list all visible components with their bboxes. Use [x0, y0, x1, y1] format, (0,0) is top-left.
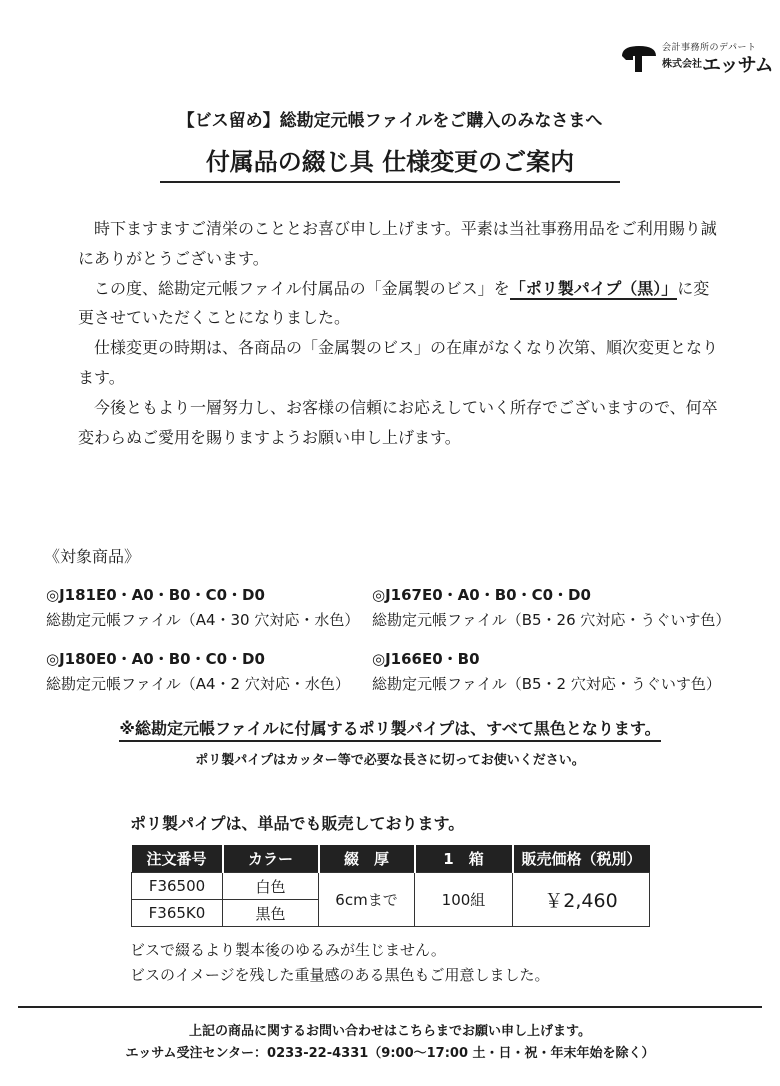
highlight-poly-pipe: 「ポリ製パイプ（黒）」 [509, 278, 678, 298]
benefit-line: ビスのイメージを残した重量感のある黒色もご用意しました。 [130, 966, 550, 984]
logo-brand: エッサム [702, 54, 773, 76]
product-description: 総勘定元帳ファイル（B5・2 穴対応・うぐいす色） [372, 675, 721, 693]
column-header-price: 販売価格（税別） [513, 845, 650, 873]
product-description: 総勘定元帳ファイル（A4・30 穴対応・水色） [46, 611, 360, 629]
benefit-line: ビスで綴るより製本後のゆるみが生じません。 [130, 941, 446, 959]
note-all-black [0, 716, 780, 739]
product-code: ◎J167E0・A0・B0・C0・D0 [372, 586, 591, 604]
paragraph-closing: 今後ともより一層努力し、お客様の信頼にお応えしていく所存でございますので、何卒変わらぬご愛用を賜りますようお願い申し上げます。 [78, 397, 718, 447]
product-description: 総勘定元帳ファイル（B5・26 穴対応・うぐいす色） [372, 611, 731, 629]
product-item [46, 648, 350, 694]
footer-divider [18, 1006, 762, 1008]
targets-heading: 《対象商品》 [44, 547, 141, 566]
cell-color: 黒色 [223, 900, 319, 927]
column-header-thickness: 綴 厚 [319, 845, 415, 873]
cell-order-number: F365K0 [132, 900, 223, 927]
letter-body [78, 214, 718, 452]
product-item [372, 584, 730, 630]
cell-price: ￥2,460 [513, 873, 650, 927]
table-header-row [132, 845, 650, 873]
product-description: 総勘定元帳ファイル（A4・2 穴対応・水色） [46, 675, 350, 693]
cell-thickness: 6cmまで [319, 873, 415, 927]
product-code: ◎J166E0・B0 [372, 650, 480, 668]
cell-color: 白色 [223, 873, 319, 900]
product-benefits [130, 938, 550, 988]
note-cut-to-length: ポリ製パイプはカッター等で必要な長さに切ってお使いください。 [195, 753, 585, 768]
sale-heading: ポリ製パイプは、単品でも販売しております。 [130, 814, 465, 833]
company-logo [620, 38, 773, 76]
footer-contact: エッサム受注センター：0233-22-4331（9:00〜17:00 土・日・祝・年末年始を除く） [125, 1046, 655, 1061]
table-row [132, 873, 650, 900]
product-code: ◎J181E0・A0・B0・C0・D0 [46, 586, 265, 604]
change-text-after: に変更させていただくことになりました。 [78, 278, 710, 328]
column-header-box: 1 箱 [415, 845, 513, 873]
cell-order-number: F36500 [132, 873, 223, 900]
page-title: 付属品の綴じ具 仕様変更のご案内 [160, 142, 620, 183]
essam-logo-icon [620, 44, 658, 74]
paragraph-timing: 仕様変更の時期は、各商品の「金属製のビス」の在庫がなくなり次第、順次変更となります。 [78, 338, 719, 387]
product-item [46, 584, 359, 630]
price-table [131, 845, 650, 927]
logo-company-type: 株式会社 [662, 59, 702, 70]
change-text-before: この度、総勘定元帳ファイル付属品の「金属製のビス」を [94, 278, 510, 298]
product-item [372, 648, 721, 694]
paragraph-change [78, 274, 718, 334]
cell-box: 100組 [415, 873, 513, 927]
footer-inquiry: 上記の商品に関するお問い合わせはこちらまでお願い申し上げます。 [189, 1024, 591, 1039]
paragraph-greeting: 時下ますますご清栄のこととお喜び申し上げます。平素は当社事務用品をご利用賜り誠にありがとうございます。 [78, 219, 717, 268]
logo-tagline: 会計事務所のデパート [662, 43, 757, 53]
column-header-order-number: 注文番号 [132, 845, 223, 873]
column-header-color: カラー [223, 845, 319, 873]
product-code: ◎J180E0・A0・B0・C0・D0 [46, 650, 265, 668]
note-all-black-text: ※総勘定元帳ファイルに付属するポリ製パイプは、すべて黒色となります。 [119, 719, 660, 742]
page-subtitle: 【ビス留め】総勘定元帳ファイルをご購入のみなさまへ [177, 111, 603, 131]
